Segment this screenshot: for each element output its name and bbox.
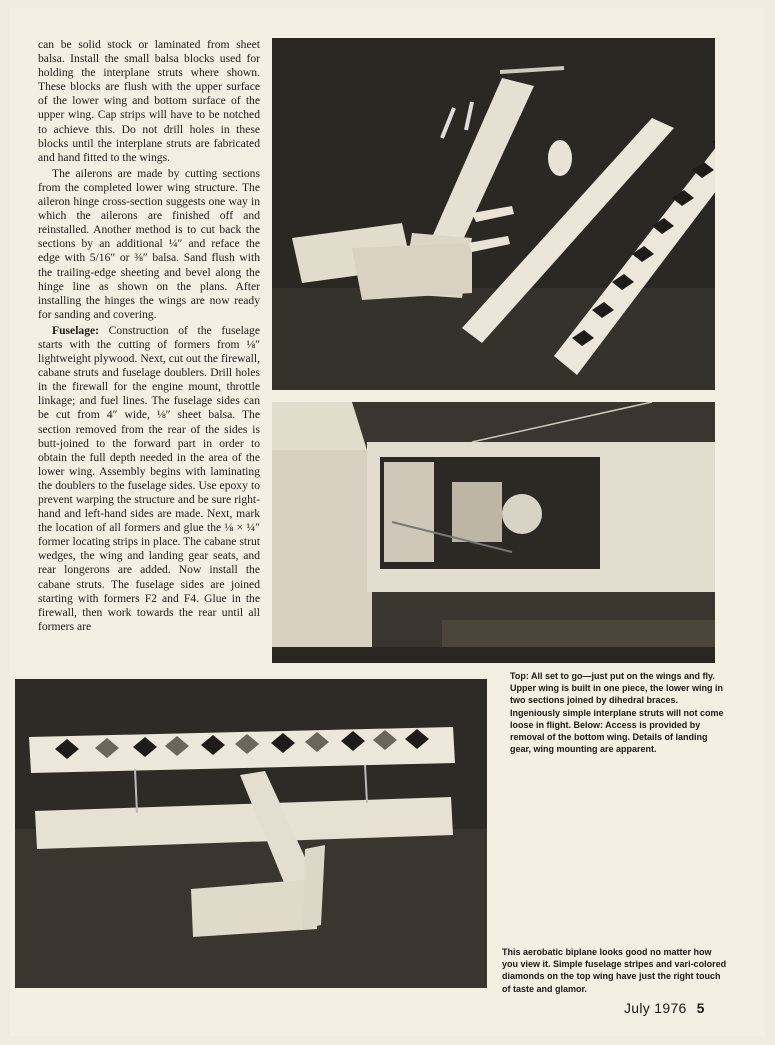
caption-top-photos: Top: All set to go—just put on the wings and fly. Upper wing is built in one piece, the lower wing in two sections joined by dihedral braces. Ingeniously simple interplane struts will not come loose in flight. Below: Access is provided by removal of the bottom wing. Details of landing gear, wing mounting are apparent. <box>510 671 724 755</box>
photo-biplane-rear-view <box>15 679 487 988</box>
article-paragraph: The ailerons are made by cutting sections from the completed lower wing structure. The aileron hinge cross-section suggests one way in which the ailerons are finished off and reinstalled. Another method is to cut back the sections by an additional ¼″ and reface the edge with 5/16″ or ⅜″ balsa. Sand flush with the trailing-edge sheeting and bevel along the hinge line as shown on the plans. After installing the hinges the wings are now ready for sanding and covering. <box>38 166 260 321</box>
page-number: 5 <box>696 1000 705 1016</box>
caption-bottom-photo: This aerobatic biplane looks good no matter how you view it. Simple fuselage stripes and vari-colored diamonds on the top wing have just the right touch of taste and glamor. <box>502 947 727 994</box>
section-heading: Fuselage: <box>52 323 100 337</box>
issue-date: July 1976 <box>624 1000 687 1016</box>
page-footer <box>624 1000 705 1016</box>
photo-fuselage-interior <box>272 402 715 663</box>
article-paragraph <box>38 324 260 634</box>
article-paragraph: can be solid stock or laminated from sheet balsa. Install the small balsa blocks used for holding the interplane struts where shown. These blocks are flush with the upper surface of the lower wing and bottom surface of the upper wing. Cap strips will have to be notched to achieve this. Do not drill holes in these blocks until the interplane struts are fabricated and hand fitted to the wings. <box>38 38 260 164</box>
article-column <box>38 38 260 634</box>
article-paragraph-text: Construction of the fuselage starts with the cutting of formers from ⅛″ lightweight plywood. Next, cut out the firewall, cabane struts and fuselage doublers. Drill holes in the firewall for the engine mount, throttle linkage; and fuel lines. The fuselage sides can be cut from 4″ wide, ⅛″ sheet balsa. The section removed from the rear of the sides is butt-joined to the forward part in order to obtain the full depth needed in the area of the lower wing. Assembly begins with laminating the doublers to the fuselage sides. Use epoxy to prevent warping the structure and be sure right-hand and left-hand sides are made. Next, mark the location of all formers and glue the ⅛ × ¼″ former locating strips in place. The cabane strut wedges, the wing and landing gear seats, and rear longerons are added. Now install the cabane struts. The fuselage sides are joined starting with formers F2 and F4. Glue in the firewall, then work towards the rear until all formers are <box>38 323 260 633</box>
photo-fuselage-and-wings <box>272 38 715 390</box>
